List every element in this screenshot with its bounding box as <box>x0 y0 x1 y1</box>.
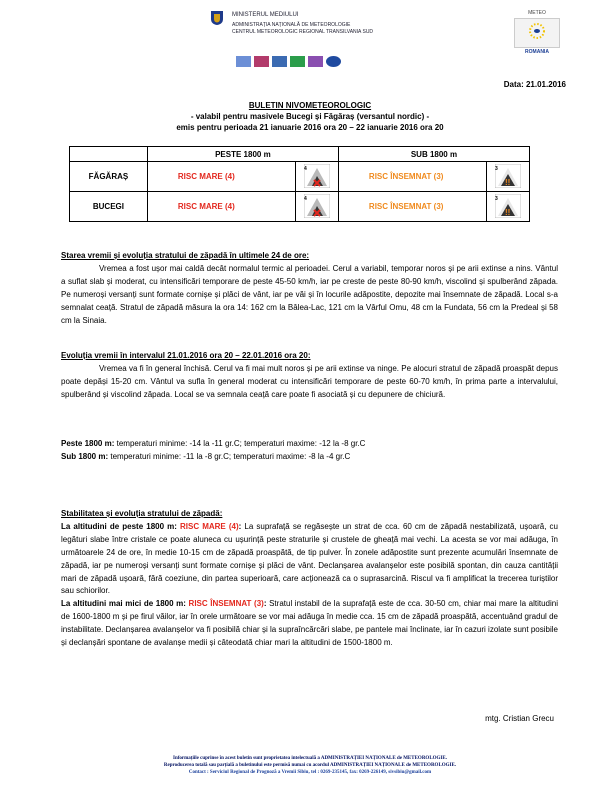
footer-line-1: Informațiile cuprinse în acest buletin sunt proprietatea intelectuală a ADMINISTRAȚIEI NAȚIONALE de METEOROLOGIE. <box>173 756 447 761</box>
stability-above-text: La suprafață se regăsește un strat de cca. 60 cm de zăpadă nestabilizată, ușoară, cu legături slabe între cristale ce poate aluneca cu ușurință peste straturile și crustele de gheață mai vechi. La acesta se vor mai adăuga, în următoarele 24 de ore, în medie 10-15 cm de zăpadă proaspătă, de tip pulver. În zonele adăpostite sunt prezente acumulări însemnate de zăpadă, iar pe numeroși versanți sunt formate cornișe și plăci de vânt. Declanșarea avalanșelor este posibilă spontan, din cauza cantității mari de zăpadă ușoară, fără coeziune, din partea superioară, care acționează ca o suprasarcină. Riscul va fi amplificat la trecerea turiștilor sau schiorilor. <box>61 521 558 596</box>
stability-above: La altitudini de peste 1800 m: RISC MARE (4): La suprafață se regăsește un strat de cca. 60 cm de zăpadă nestabilizată, ușoară, cu legături slabe între cristale ce poate aluneca cu ușurință peste straturile și crustele de gheață mai vechi. La acesta se vor mai adăuga, în următoarele 24 de ore, în medie 10-15 cm de zăpadă proaspătă, de tip pulver. În zonele adăpostite sunt prezente acumulări însemnate de zăpadă, iar pe numeroși versanți sunt formate cornișe și plăci de vânt. Declanșarea avalanșelor este posibilă spontan, din cauza cantității mari de zăpadă ușoară, fără coeziune, din partea superioară, care acționează ca o suprasarcină. Riscul va fi amplificat la trecerea turiștilor sau schiorilor. <box>61 521 558 596</box>
section-heading: Starea vremii și evoluția stratului de zăpadă în ultimele 24 de ore: <box>61 251 310 260</box>
footer-line-2: Reproducerea totală sau parțială a buletinului este permisă numai cu acordul ADMINISTRAȚIEI NAȚIONALE de METEOROLOGIE. <box>163 763 457 768</box>
bulletin-date: Data: 21.01.2016 <box>503 80 566 89</box>
temp-below-label: Sub 1800 m: <box>61 451 109 461</box>
title-line-2: - valabil pentru masivele Bucegi și Făgăraș (versantul nordic) - <box>190 112 430 121</box>
romania-coat-of-arms-icon <box>210 10 224 26</box>
section-text: Vremea va fi în general închisă. Cerul va fi mai mult noros și pe arii extinse va ninge. Pe alocuri stratul de zăpadă proaspăt depus poate depăși 15-20 cm. Vântul va sufla în general moderat cu intensificări temporare de peste 60-70 km/h, în prima parte a intervalului, spulberând și viscolind zăpada. Local se va semnala ceață care poate fi asociată și cu depunere de chiciură. <box>61 363 558 399</box>
svg-text:!!: !! <box>505 207 511 217</box>
ministry-name: MINISTERUL MEDIULUI <box>232 12 299 18</box>
section-text: Vremea a fost ușor mai caldă decât normalul termic al perioadei. Cerul a variabil, temporar noros și pe arii extinse a nins. Vântul a suflat slab și moderat, cu intensificări temporare de peste 45-50 km/h, iar pe creste de peste 80-90 km/h, viscolind și spulberând zăpada. Pe numeroși versanți sunt formate cornișe și plăci de vânt, iar pe văi și în locurile adăpostite, depozite mai însemnate de zăpadă. Local s-a semnalat ceață. Stratul de zăpadă măsura la ora 14: 162 cm la Bâlea-Lac, 121 cm la Vârful Omu, 48 cm la Fundata, 56 cm la Predeal și 58 cm la Sinaia. <box>61 263 558 325</box>
table-row <box>70 192 530 222</box>
svg-text:!!: !! <box>505 177 511 187</box>
institution-line-2: CENTRUL METEOROLOGIC REGIONAL TRANSILVANIA SUD <box>232 29 374 35</box>
section-weather-past <box>61 250 558 327</box>
risk-pictogram-considerable-icon <box>487 192 530 222</box>
stability-above-label: La altitudini de peste 1800 m: <box>61 521 177 531</box>
row-name-bucegi: BUCEGI <box>70 192 148 222</box>
section-snow-stability <box>61 508 558 650</box>
risk-pictogram-considerable-icon <box>487 162 530 192</box>
partner-logo-icon <box>308 56 323 67</box>
svg-text:3: 3 <box>495 195 498 202</box>
stability-above-risk: RISC MARE (4) <box>180 521 239 531</box>
eu-flag-icon <box>514 18 560 48</box>
stability-below-risk: RISC ÎNSEMNAT (3) <box>188 599 264 609</box>
institution-line-1: ADMINISTRAȚIA NAȚIONALĂ DE METEOROLOGIE <box>232 22 351 28</box>
risk-label-considerable: RISC ÎNSEMNAT (3) <box>338 192 486 222</box>
stability-below-text: Stratul instabil de la suprafață este de cca. 30-50 cm, chiar mai mare la altitudini de 1600-1800 m și pe firul văilor, iar în orele următoare se vor mai adăuga în medie cca. 15 cm de zăpadă proaspătă, accentuând gradul de instabilitate. Declanșarea avalanșelor va fi posibilă chiar și la supraîncărcări slabe, pe pantele mai înclinate, iar în cazuri izolate sunt posibile și declanșări spontane de avalanșe medii și câteodată chiar mari la altitudini de 1500-1800 m. <box>61 599 558 648</box>
svg-text:4: 4 <box>304 165 307 172</box>
partner-logos <box>236 54 344 72</box>
temp-below-text: temperaturi minime: -11 la -8 gr.C; temperaturi maxime: -8 la -4 gr.C <box>110 451 351 461</box>
row-name-fagaras: FĂGĂRAȘ <box>70 162 148 192</box>
footer <box>60 755 560 776</box>
risk-table-header <box>70 147 530 162</box>
temperatures <box>61 438 558 464</box>
eu-country: ROMANIA <box>525 49 549 55</box>
temp-below <box>61 451 558 464</box>
col-above-1800: PESTE 1800 m <box>147 147 338 162</box>
section-heading: Evoluția vremii în intervalul 21.01.2016 ora 20 – 22.01.2016 ora 20: <box>61 351 311 360</box>
temp-above-text: temperaturi minime: -14 la -11 gr.C; temperaturi maxime: -12 la -8 gr.C <box>116 439 366 448</box>
svg-text:3: 3 <box>495 165 498 172</box>
partner-logo-icon <box>326 56 341 67</box>
stability-below-label: La altitudini mai mici de 1800 m: <box>61 599 186 609</box>
partner-logo-icon <box>290 56 305 67</box>
eu-label: METEO <box>528 10 546 16</box>
risk-pictogram-high-icon <box>296 162 339 192</box>
risk-label-considerable: RISC ÎNSEMNAT (3) <box>338 162 486 192</box>
risk-table <box>69 146 530 222</box>
corner-cell <box>70 147 148 162</box>
signature: mtg. Cristian Grecu <box>485 714 554 723</box>
footer-contact: Contact : Serviciul Regional de Prognoză a Vremii Sibiu, tel : 0269-235145, fax: 0269-226149, sivsibiu@gmail.com <box>188 770 432 775</box>
risk-label-high: RISC MARE (4) <box>147 162 295 192</box>
partner-logo-icon <box>272 56 287 67</box>
svg-text:4: 4 <box>304 195 307 202</box>
risk-pictogram-high-icon <box>296 192 339 222</box>
section-weather-forecast <box>61 350 558 402</box>
title-line-3: emis pentru perioada 21 ianuarie 2016 ora 20 – 22 ianuarie 2016 ora 20 <box>176 123 444 132</box>
partner-logo-icon <box>236 56 251 67</box>
meteo-romania-logo <box>512 10 562 55</box>
risk-label-high: RISC MARE (4) <box>147 192 295 222</box>
header-institution <box>232 12 373 36</box>
temp-above <box>61 438 558 451</box>
partner-logo-icon <box>254 56 269 67</box>
section-heading: Stabilitatea și evoluția stratului de zăpadă: <box>61 509 223 518</box>
table-row <box>70 162 530 192</box>
col-below-1800: SUB 1800 m <box>338 147 529 162</box>
bulletin-title <box>50 100 570 133</box>
title-line-1: BULETIN NIVOMETEOROLOGIC <box>248 101 372 110</box>
temp-above-label: Peste 1800 m: <box>61 439 115 448</box>
stability-below: La altitudini mai mici de 1800 m: RISC ÎNSEMNAT (3): Stratul instabil de la suprafață este de cca. 30-50 cm, chiar mai mare la altitudini de 1600-1800 m și pe firul văilor, iar în orele următoare se vor mai adăuga în medie cca. 15 cm de zăpadă proaspătă, accentuând gradul de instabilitate. Declanșarea avalanșelor va fi posibilă chiar și la supraîncărcări slabe, pe pantele mai înclinate, iar în cazuri izolate sunt posibile și declanșări spontane de avalanșe medii și câteodată chiar mari la altitudini de 1500-1800 m. <box>61 599 558 648</box>
